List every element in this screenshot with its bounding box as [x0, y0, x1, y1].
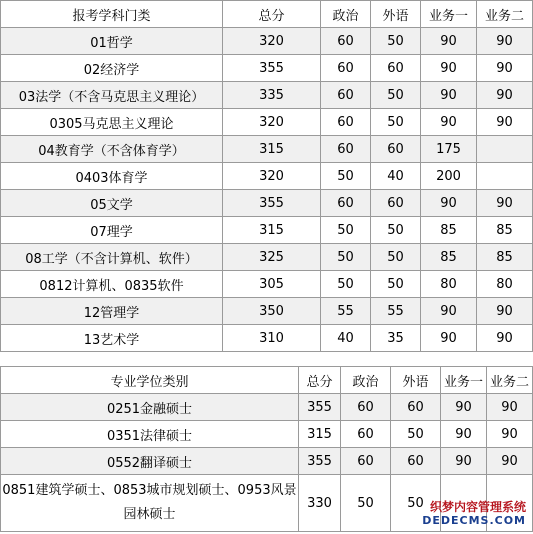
- score-cell: 50: [321, 271, 371, 298]
- watermark-text: 织梦内容管理系统: [429, 500, 526, 514]
- score-cell: 90: [487, 421, 533, 448]
- score-cell: 80: [421, 271, 477, 298]
- category-cell: 03法学（不含马克思主义理论）: [1, 82, 223, 109]
- score-cell: 90: [477, 28, 533, 55]
- score-cell: 50: [321, 244, 371, 271]
- score-cell: 90: [421, 82, 477, 109]
- table-row: [1, 190, 533, 217]
- score-cell: 60: [391, 394, 441, 421]
- score-cell: 315: [299, 421, 341, 448]
- column-header: 业务二: [487, 367, 533, 394]
- watermark-domain: DEDECMS.COM: [422, 514, 526, 527]
- table-row: [1, 271, 533, 298]
- table-row: [1, 136, 533, 163]
- column-header: 外语: [391, 367, 441, 394]
- score-cell: 60: [391, 448, 441, 475]
- score-cell: 90: [421, 28, 477, 55]
- score-cell: 90: [477, 190, 533, 217]
- column-header: 外语: [371, 1, 421, 28]
- score-cell: 60: [341, 421, 391, 448]
- column-header: 政治: [341, 367, 391, 394]
- score-cell: 90: [477, 298, 533, 325]
- table-row: [1, 28, 533, 55]
- score-cell: 90: [441, 394, 487, 421]
- score-cell: 310: [223, 325, 321, 352]
- score-cell: 85: [421, 244, 477, 271]
- table-row: [1, 325, 533, 352]
- score-cell: 50: [371, 271, 421, 298]
- score-cell: 50: [391, 421, 441, 448]
- column-header: 业务一: [421, 1, 477, 28]
- score-cell: 50: [321, 163, 371, 190]
- score-cell: 60: [371, 136, 421, 163]
- score-cell: 50: [371, 82, 421, 109]
- score-cell: 50: [391, 475, 441, 532]
- score-cell: 175: [421, 136, 477, 163]
- header-row: [1, 367, 533, 394]
- score-cell: 90: [421, 109, 477, 136]
- category-cell: 0351法律硕士: [1, 421, 299, 448]
- score-cell: 60: [321, 109, 371, 136]
- score-cell: 90: [477, 325, 533, 352]
- score-cell: 55: [321, 298, 371, 325]
- score-cell: 90: [477, 109, 533, 136]
- score-cell: 40: [321, 325, 371, 352]
- column-header: 专业学位类别: [1, 367, 299, 394]
- table-row: [1, 82, 533, 109]
- category-cell: 12管理学: [1, 298, 223, 325]
- category-cell: 0403体育学: [1, 163, 223, 190]
- score-cell: 50: [341, 475, 391, 532]
- category-cell: 13艺术学: [1, 325, 223, 352]
- score-cell: 355: [299, 448, 341, 475]
- score-cell: 330: [299, 475, 341, 532]
- score-cell: 355: [223, 55, 321, 82]
- score-cell: 90: [477, 82, 533, 109]
- score-cell: 305: [223, 271, 321, 298]
- score-cell: 85: [477, 244, 533, 271]
- table-row: [1, 217, 533, 244]
- score-cell: 335: [223, 82, 321, 109]
- score-cell: 60: [321, 136, 371, 163]
- category-cell: 0305马克思主义理论: [1, 109, 223, 136]
- score-cell: 60: [321, 55, 371, 82]
- category-cell: 02经济学: [1, 55, 223, 82]
- score-cell: 320: [223, 109, 321, 136]
- score-cell: 90: [441, 448, 487, 475]
- score-cell: 355: [299, 394, 341, 421]
- category-cell: 08工学（不含计算机、软件）: [1, 244, 223, 271]
- score-cell: 90: [487, 448, 533, 475]
- category-cell: 07理学: [1, 217, 223, 244]
- table-row: [1, 109, 533, 136]
- score-cell: 40: [371, 163, 421, 190]
- category-cell: 0552翻译硕士: [1, 448, 299, 475]
- score-cell: 90: [421, 190, 477, 217]
- category-cell: 0812计算机、0835软件: [1, 271, 223, 298]
- score-cell: 60: [321, 28, 371, 55]
- score-cell: 90: [421, 298, 477, 325]
- table-row: [1, 421, 533, 448]
- score-cell: 60: [371, 190, 421, 217]
- score-cell: 90: [477, 55, 533, 82]
- score-cell: 80: [477, 271, 533, 298]
- score-cell: 320: [223, 28, 321, 55]
- score-cell: 50: [321, 217, 371, 244]
- score-cell: 85: [477, 217, 533, 244]
- score-cell: [477, 136, 533, 163]
- column-header: 业务二: [477, 1, 533, 28]
- score-cell: 35: [371, 325, 421, 352]
- watermark-logo: [400, 494, 532, 534]
- score-cell: 60: [341, 448, 391, 475]
- header-row: [1, 1, 533, 28]
- score-cell: 60: [371, 55, 421, 82]
- table-row: [1, 298, 533, 325]
- score-cell: 90: [421, 325, 477, 352]
- score-cell: [477, 163, 533, 190]
- column-header: 政治: [321, 1, 371, 28]
- category-cell: 0851建筑学硕士、0853城市规划硕士、0953风景园林硕士: [1, 475, 299, 532]
- score-cell: 90: [487, 394, 533, 421]
- score-cell: 50: [371, 217, 421, 244]
- category-cell: 0251金融硕士: [1, 394, 299, 421]
- table-row: [1, 163, 533, 190]
- score-cell: 90: [421, 55, 477, 82]
- score-cell: 50: [371, 28, 421, 55]
- category-cell: 01哲学: [1, 28, 223, 55]
- score-cell: 50: [371, 109, 421, 136]
- table-row: [1, 55, 533, 82]
- category-cell: 04教育学（不含体育学）: [1, 136, 223, 163]
- score-cell: 315: [223, 217, 321, 244]
- score-cell: 60: [321, 82, 371, 109]
- table-row: [1, 394, 533, 421]
- score-cell: 325: [223, 244, 321, 271]
- score-cell: 200: [421, 163, 477, 190]
- table-row: [1, 448, 533, 475]
- column-header: 总分: [299, 367, 341, 394]
- score-cell: 60: [321, 190, 371, 217]
- column-header: 总分: [223, 1, 321, 28]
- score-cell: 55: [371, 298, 421, 325]
- category-cell: 05文学: [1, 190, 223, 217]
- column-header: 业务一: [441, 367, 487, 394]
- score-cell: 315: [223, 136, 321, 163]
- score-cell: 50: [371, 244, 421, 271]
- score-cell: 90: [441, 421, 487, 448]
- score-cell: 350: [223, 298, 321, 325]
- table-row: [1, 244, 533, 271]
- column-header: 报考学科门类: [1, 1, 223, 28]
- score-cell: 85: [421, 217, 477, 244]
- score-cell: 355: [223, 190, 321, 217]
- score-cell: 320: [223, 163, 321, 190]
- score-cell: 60: [341, 394, 391, 421]
